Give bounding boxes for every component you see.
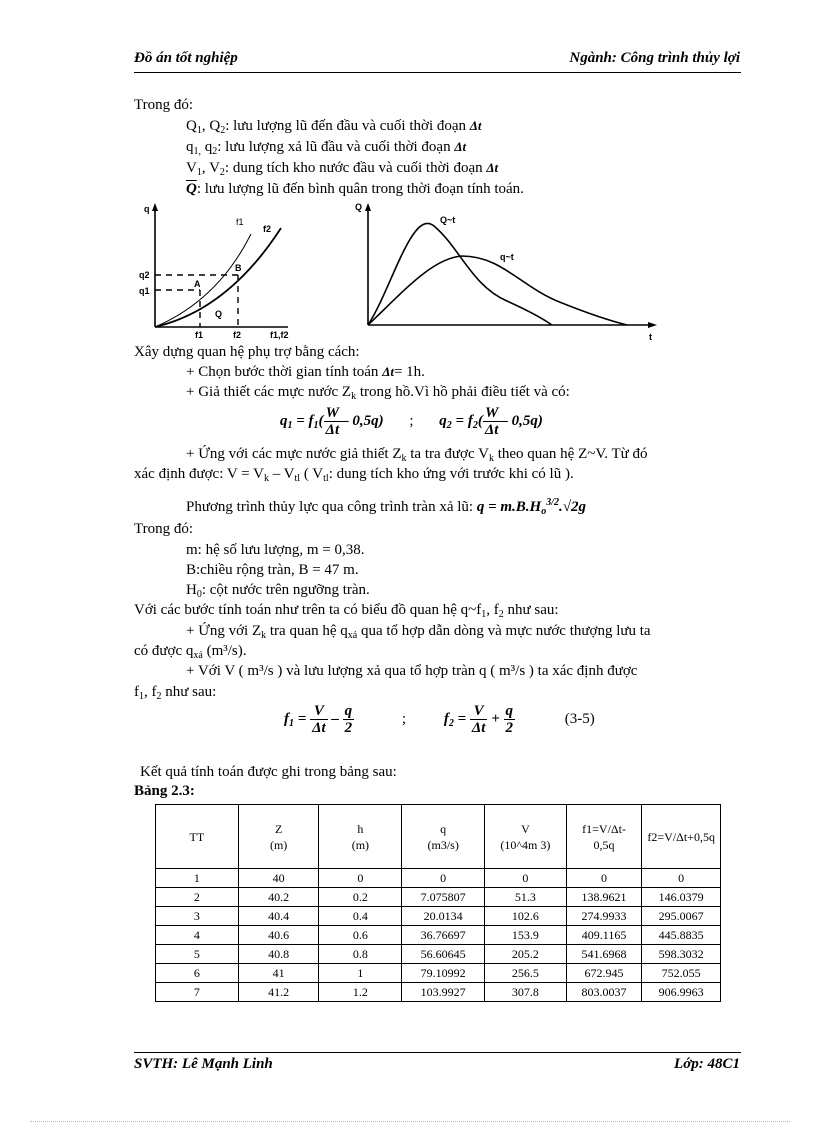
table-cell: 0: [402, 869, 485, 888]
table-cell: 2: [156, 888, 239, 907]
text-intro-2: Trong đó:: [134, 521, 194, 537]
text-v-q: + Với V ( m³/s ) và lưu lượng xả qua tổ hợp tràn q ( m³/s ) ta xác định được: [186, 663, 638, 679]
table-cell: 56.60645: [402, 945, 485, 964]
table-cell: 0: [642, 869, 721, 888]
table-cell: 7: [156, 983, 239, 1002]
fig1-f1-label: f1: [236, 217, 244, 227]
text-chart-relation: Với các bước tính toán như trên ta có biểu đồ quan hệ $q\sim f_1$, $f_2$ như sau:: [134, 602, 559, 620]
table-cell: 7.075807: [402, 888, 485, 907]
table-cell: 40.8: [238, 945, 319, 964]
table-header-row: [156, 805, 721, 869]
y-axis-arrow: [365, 203, 371, 211]
table-header-top: TT: [189, 829, 205, 844]
equation-number: (3-5): [564, 710, 595, 727]
table-cell: 672.945: [566, 964, 642, 983]
table-header-cell: [156, 805, 239, 869]
results-table: [155, 804, 721, 1002]
table-cell: 295.0067: [642, 907, 721, 926]
table-cell: 138.9621: [566, 888, 642, 907]
table-cell: 3: [156, 907, 239, 926]
fig2-Qt-label: Q~t: [440, 215, 456, 225]
table-cell: 274.9933: [566, 907, 642, 926]
table-cell: 146.0379: [642, 888, 721, 907]
fig2-xaxis-label: t: [649, 332, 652, 342]
figure-hydrograph: [352, 198, 667, 346]
equation-f1-f2: $f_1$ = $\frac{V}{\Delta t}$ – $\frac{q}{2}$ ; $f_2$ = $\frac{V}{\Delta t}$ + $\frac{q}{2}$ (3-5): [284, 703, 595, 736]
table-cell: 36.76697: [402, 926, 485, 945]
text-f1-f2: $f_1$, $f_2$ như sau:: [134, 684, 217, 702]
table-cell: 1: [319, 964, 402, 983]
table-header-cell: [238, 805, 319, 869]
fig2-qt-label: q~t: [500, 252, 514, 262]
curve-Q-t: [368, 223, 552, 325]
table-cell: 205.2: [485, 945, 567, 964]
table-row: [156, 983, 721, 1002]
table-cell: 5: [156, 945, 239, 964]
table-cell: 0: [485, 869, 567, 888]
fig1-point-b: B: [235, 263, 242, 273]
page-edge-dots: [30, 1121, 790, 1122]
table-row: [156, 926, 721, 945]
curve-f1: [155, 234, 251, 327]
fig2-yaxis-label: Q: [355, 202, 363, 212]
y-axis-arrow: [152, 203, 158, 211]
table-header-bottom: (m3/s): [427, 837, 459, 852]
table-row: [156, 907, 721, 926]
table-cell: 4: [156, 926, 239, 945]
table-cell: 541.6968: [566, 945, 642, 964]
table-caption: Bảng 2.3:: [134, 783, 195, 799]
text-assume-levels: + Giả thiết các mực nước $Z_k$ trong hồ.Vì hồ phải điều tiết và có:: [186, 384, 570, 402]
x-axis-arrow: [648, 322, 657, 328]
table-cell: 40.4: [238, 907, 319, 926]
text-line-qx: $q_{1,}$ $q_2$: lưu lượng xả lũ đầu và cuối thời đoạn Δt: [186, 139, 467, 157]
table-row: [156, 964, 721, 983]
table-cell: 41.2: [238, 983, 319, 1002]
fig1-q2-label: q2: [139, 270, 150, 280]
text-zv-relation: + Ứng với các mực nước giả thiết $Z_k$ ta tra được $V_k$ theo quan hệ Z~V. Từ đó: [186, 446, 648, 464]
table-header-bottom: (m): [269, 837, 288, 852]
table-cell: 6: [156, 964, 239, 983]
text-line-qbar: $\overline{Q}$: lưu lượng lũ đến bình quân trong thời đoạn tính toán.: [186, 181, 524, 197]
table-header-top: h: [357, 821, 364, 836]
table-header-bottom: (10^4m 3): [500, 837, 551, 852]
table-row: [156, 945, 721, 964]
table-cell: 0.4: [319, 907, 402, 926]
table-header-top: q: [440, 821, 447, 836]
footer-rule: [134, 1052, 741, 1053]
table-body: [156, 869, 721, 1002]
table-cell: 0.2: [319, 888, 402, 907]
header-right: Ngành: Công trình thủy lợi: [569, 50, 740, 66]
table-row: [156, 869, 721, 888]
table-cell: 79.10992: [402, 964, 485, 983]
text-zk-lookup: + Ứng với $Z_k$ tra quan hệ $q_{xả}$ qua tổ hợp dẫn dòng và mực nước thượng lưu ta: [186, 623, 651, 641]
fig1-yaxis-label: q: [144, 204, 150, 214]
table-cell: 0: [566, 869, 642, 888]
table-cell: 41: [238, 964, 319, 983]
fig1-f2-label: f2: [263, 224, 272, 234]
equation-q1-q2: $q_1 = f_1$( $\frac{W}{\Delta t}$ – 0,5q) ; $q_2 = f_2$( $\frac{W}{\Delta t}$ – 0,5q): [280, 405, 543, 438]
fig1-xf2-label: f2: [233, 330, 242, 340]
table-header-cell: [402, 805, 485, 869]
figure-q-f: [138, 200, 298, 345]
table-header-bottom: 0,5q: [593, 837, 615, 852]
table-cell: 51.3: [485, 888, 567, 907]
text-build-relation: Xây dựng quan hệ phụ trợ bằng cách:: [134, 344, 360, 360]
text-line-v: $V_1$, $V_2$: dung tích kho nước đầu và cuối thời đoạn Δt: [186, 160, 499, 178]
table-header-top: Z: [274, 821, 283, 836]
fig1-xaxis-label: f1,f2: [270, 330, 289, 340]
table-cell: 0.8: [319, 945, 402, 964]
table-cell: 102.6: [485, 907, 567, 926]
table-row: [156, 888, 721, 907]
table-header-cell: [642, 805, 721, 869]
table-cell: 752.055: [642, 964, 721, 983]
text-m-coef: m: hệ số lưu lượng, m = 0,38.: [186, 542, 365, 558]
table-cell: 256.5: [485, 964, 567, 983]
fig1-xf1-label: f1: [195, 330, 204, 340]
table-cell: 40: [238, 869, 319, 888]
table-cell: 0: [319, 869, 402, 888]
header-rule: [134, 72, 741, 73]
text-choose-step: + Chọn bước thời gian tính toán Δt= 1h.: [186, 364, 425, 380]
table-header-cell: [485, 805, 567, 869]
table-cell: 40.2: [238, 888, 319, 907]
table-header-top: f1=V/Δt-: [582, 821, 626, 836]
text-intro-1: Trong đó:: [134, 97, 194, 113]
table-cell: 103.9927: [402, 983, 485, 1002]
table-cell: 307.8: [485, 983, 567, 1002]
table-header-cell: [566, 805, 642, 869]
fig1-q-label: Q: [215, 309, 223, 319]
table-cell: 20.0134: [402, 907, 485, 926]
table-cell: 1.2: [319, 983, 402, 1002]
table-header-cell: [319, 805, 402, 869]
table-cell: 803.0037: [566, 983, 642, 1002]
text-spillway-equation: Phương trình thủy lực qua công trình tràn xả lũ: $q = m.B.H_o^{3/2}.√2g$: [186, 497, 586, 517]
table-header-bottom: (m): [351, 837, 370, 852]
text-b-width: B:chiều rộng tràn, B = 47 m.: [186, 562, 359, 578]
text-h0: $H_0$: cột nước trên ngưỡng tràn.: [186, 582, 370, 600]
fig1-q1-label: q1: [139, 286, 150, 296]
table-header-top: V: [521, 821, 530, 836]
table-cell: 409.1165: [566, 926, 642, 945]
table-cell: 906.9963: [642, 983, 721, 1002]
table-cell: 598.3032: [642, 945, 721, 964]
curve-q-t: [368, 256, 627, 325]
table-cell: 445.8835: [642, 926, 721, 945]
table-header-top: f2=V/Δt+0,5q: [647, 829, 715, 844]
table-cell: 153.9: [485, 926, 567, 945]
header-left: Đồ án tốt nghiệp: [134, 50, 238, 66]
text-v-definition: xác định được: $V = V_k - V_{tl}$ ( $V_{tl}$: dung tích kho ứng với trước khi có lũ ).: [134, 466, 574, 484]
text-line-q: $Q_1$, $Q_2$: lưu lượng lũ đến đầu và cuối thời đoạn Δt: [186, 118, 482, 136]
table-cell: 0.6: [319, 926, 402, 945]
footer-left: SVTH: Lê Mạnh Linh: [134, 1056, 273, 1072]
text-qxa: có được $q_{xả}$ (m³/s).: [134, 643, 247, 661]
table-cell: 1: [156, 869, 239, 888]
fig1-point-a: A: [194, 279, 201, 289]
footer-right: Lớp: 48C1: [674, 1056, 740, 1072]
table-cell: 40.6: [238, 926, 319, 945]
text-results-intro: Kết quả tính toán được ghi trong bảng sau:: [140, 764, 397, 780]
